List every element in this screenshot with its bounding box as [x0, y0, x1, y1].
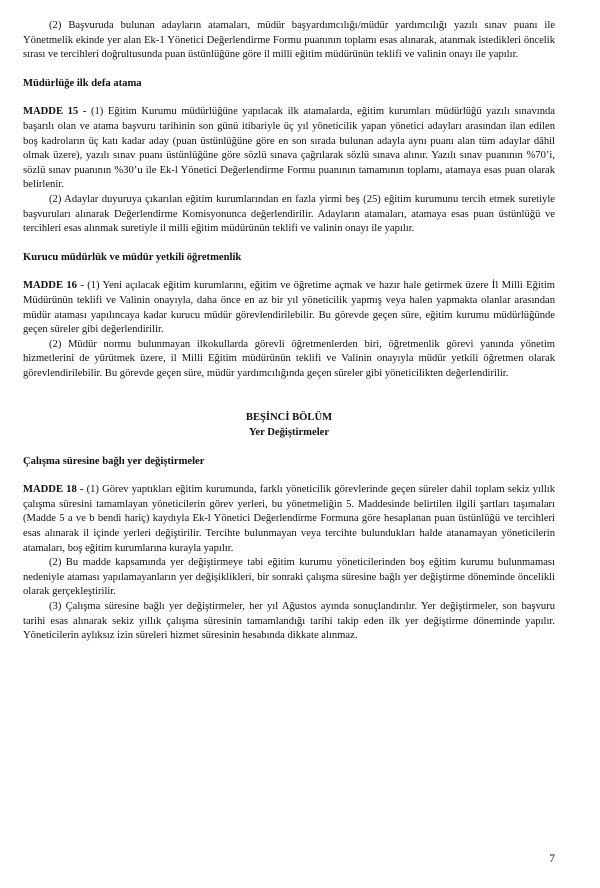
page-number: 7 — [549, 853, 555, 865]
paragraph-m14-2: (2) Başvuruda bulunan adayların atamaları, müdür başyardımcılığı/müdür yardımcılığı yazılı sınav puanı ile Yönetmelik ekinde yer alan Ek-1 Yönetici Değerlendirme Formu puanının toplamı esas alınarak, atanmak istedikleri öncelik sırası ve tercihleri doğrultusunda puan üstünlüğüne göre il milli eğitim müdürünün teklifi ve valinin onayı ile yapılır. — [23, 20, 555, 61]
chapter-title: BEŞİNCİ BÖLÜM — [245, 412, 333, 424]
madde-15-text: (1) Eğitim Kurumu müdürlüğüne yapılacak ilk atamalarda, eğitim kurumları müdürlüğü yazılı sınavında başarılı olan ve atama başvuru tarihinin son günü itibariyle üç yıl yöneticilik yapan yönetici adayları arasından ilan edilen boş kadroların üç katı kadar aday (puan üstünlüğüne göre en son sırada bulunan adayla aynı puanı alan tüm adaylar dâhil olmak üzere), yazılı sınav puanı üstünlüğüne göre sözlü sınava çağrılarak sözlü sınava alınır. Yazılı sınav puanının %70’i, sözlü sınav puanının %30’u ile Ek-l Yönetici Değerlendirme Formu puanının tamamının toplamı, atamaya esas puan olarak belirlenir. — [23, 106, 555, 191]
heading-calisma-suresi: Çalışma süresine bağlı yer değiştirmeler — [23, 455, 205, 467]
madde-15-label: MADDE 15 - — [23, 106, 87, 118]
paragraph-madde-18-1 — [23, 483, 555, 556]
madde-18-label: MADDE 18 - — [23, 484, 84, 496]
heading-kurucu-mudurluk: Kurucu müdürlük ve müdür yetkili öğretmenlik — [23, 251, 242, 263]
chapter-subtitle: Yer Değiştirmeler — [248, 427, 330, 439]
madde-16-text: (1) Yeni açılacak eğitim kurumlarını, eğitim ve öğretime açmak ve hazır hale getirmek üzere İl Milli Eğitim Müdürünün teklifi ve Valinin onayıyla, daha önce en az bir yıl yöneticilik yapmış veya halen yapmakta olanlar arasından müdür ataması yapılıncaya kadar kurucu müdür görevlendirilebilir. Bu görevde geçen süre, eğitim kurumu müdürlüğünde geçen süreler gibi değerlendirilir. — [23, 280, 555, 336]
paragraph-madde-16-1 — [23, 279, 555, 337]
paragraph-madde-18-2: (2) Bu madde kapsamında yer değiştirmeye tabi eğitim kurumu yöneticilerinden boş eğitim kurumu bulunmaması nedeniyle ataması yapılamayanların yer değişiklikleri, bir sonraki çalışma süresine bağlı yer değiştirme döneminde öncelikli olarak gerçekleştirilir. — [23, 557, 555, 598]
paragraph-madde-15-1 — [23, 105, 555, 193]
madde-16-label: MADDE 16 - — [23, 280, 84, 292]
madde-18-text: (1) Görev yaptıkları eğitim kurumunda, farklı yöneticilik görevlerinde geçen süreler dahil toplam sekiz yıllık çalışma süresini tamamlayan yöneticilerin görev yerleri, bu yönetmeliğin 5. Maddesinde belirtilen ilgili şartları taşımaları (Madde 5 a ve b bendi hariç) kaydıyla Ek-l Yönetici Değerlendirme Formuna göre hesaplanan puan üstünlüğü ve tercihleri esas alınarak il içinde yerleri değiştirilir. Tercihte bulunmayan veya tercihte bulundukları halde atanamayan yöneticilerin atamaları, boş eğitim kurumlarına kurayla yapılır. — [23, 484, 556, 554]
paragraph-madde-15-2: (2) Adaylar duyuruya çıkarılan eğitim kurumlarından en fazla yirmi beş (25) eğitim kurumunu tercih etmek suretiyle başvuruları alınarak Değerlendirme Komisyonunca değerlendirilir. Adayların atamaları, atamaya esas puan üstünlüğü ve tercihleri esas alınmak suretiyle il milli eğitim müdürünün teklifi ve valinin onayı ile yapılır. — [23, 193, 555, 235]
paragraph-madde-16-2: (2) Müdür normu bulunmayan ilkokullarda görevli öğretmenlerden biri, öğretmenlik görevi yanında yönetim hizmetlerini de yürütmek üzere, il Milli Eğitim müdürünün teklifi ve Valinin onayıyla müdür yetkili öğretmen olarak görevlendirilebilir. Bu görevde geçen süre, müdür yardımcılığında geçen süreler gibi yöneticilikten değerlendirilir. — [23, 338, 555, 379]
heading-mudurluge-ilk-atama: Müdürlüğe ilk defa atama — [23, 77, 142, 89]
paragraph-madde-18-3: (3) Çalışma süresine bağlı yer değiştirmeler, her yıl Ağustos ayında sonuçlandırılır. Yer değiştirmeler, son başvuru tarihi esas alınarak sekiz yıllık çalışma süresinin tamamlandığı tarihi takip eden ilk yer değiştirme döneminde yapılır. Yöneticilerin aylıksız izin süreleri hizmet süresinin hesabında dikkate alınmaz. — [23, 601, 555, 642]
